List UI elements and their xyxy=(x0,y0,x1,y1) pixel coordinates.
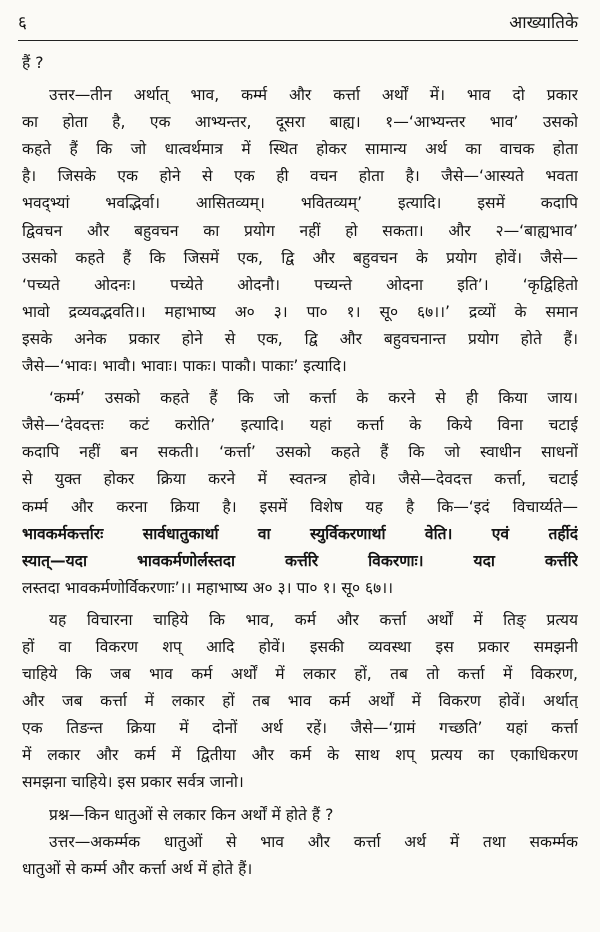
text-line: यह विचारना चाहिये कि भाव, कर्म और कर्त्ता अर्थों में तिङ् प्रत्यय xyxy=(49,610,578,629)
body-text xyxy=(22,50,578,932)
running-title: आख्यातिके xyxy=(509,12,578,33)
text-line: हों वा विकरण शप् आदि होवें। इसकी व्यवस्था इस प्रकार समझनी xyxy=(22,637,578,656)
header-rule xyxy=(18,40,578,41)
text-line: से युक्त होकर क्रिया करने में स्वतन्त्र होवे। जैसे—देवदत्त कर्त्ता, चटाई xyxy=(22,470,578,489)
text-line: उत्तर—तीन अर्थात् भाव, कर्म्म और कर्त्ता अर्थों में। भाव दो प्रकार xyxy=(49,86,578,105)
text-line: ‘कर्म्म’ उसको कहते हैं कि जो कर्त्ता के करने से ही किया जाय। xyxy=(49,389,578,408)
running-header xyxy=(18,6,578,36)
text-line: चाहिये कि जब भाव कर्म अर्थों में लकार हों, तब तो कर्त्ता में विकरण, xyxy=(22,665,578,684)
text-line: जैसे—‘भावः। भावौ। भावाः। पाकः। पाकौ। पाकाः’ इत्यादि। xyxy=(22,357,347,376)
text-line: ‘पच्यते ओदनः। पच्येते ओदनौ। पच्यन्ते ओदना इति’। ‘कृद्विहितो xyxy=(22,275,578,294)
text-line: भावकर्मकर्त्तारः सार्वधातुकार्था वा स्युर्विकरणार्था वेति। एवं तर्हीदं xyxy=(22,524,578,543)
text-line: भवद्भ्यां भवद्भिर्वा। आसितव्यम्। भवितव्यम्’ इत्यादि। इसमें कदापि xyxy=(22,194,578,213)
text-line: धातुओं से कर्म्म और कर्त्ता अर्थ में होते हैं। xyxy=(22,859,253,878)
text-line: कर्म्म और करना क्रिया है। इसमें विशेष यह है कि—‘इदं विचार्य्यते— xyxy=(22,497,578,516)
text-line: प्रश्न—किन धातुओं से लकार किन अर्थों में होते हैं ? xyxy=(49,805,334,824)
text-line: और जब कर्त्ता में लकार हों तब भाव कर्म अर्थों में विकरण होवें। अर्थात् xyxy=(22,692,578,711)
text-line: समझना चाहिये। इस प्रकार सर्वत्र जानो। xyxy=(22,773,244,792)
text-line: उसको कहते हैं कि जिसमें एक, द्वि और बहुवचन के प्रयोग होवें। जैसे— xyxy=(22,248,578,267)
text-line: लस्तदा भावकर्मणोर्विकरणाः’।। महाभाष्य अ० ३। पा० १। सू० ६७।। xyxy=(22,578,394,597)
text-line: द्विवचन और बहुवचन का प्रयोग नहीं हो सकता। और २—‘बाह्यभाव’ xyxy=(22,221,578,240)
text-line: में लकार और कर्म में द्वितीया और कर्म के साथ शप् प्रत्यय का एकाधिकरण xyxy=(22,746,578,765)
text-line: हैं ? xyxy=(22,54,44,72)
page-number: ६ xyxy=(18,12,27,33)
text-line: का होता है, एक आभ्यन्तर, दूसरा बाह्य। १—‘आभ्यन्तर भाव’ उसको xyxy=(22,113,578,132)
text-line: जैसे—‘देवदत्तः कटं करोति’ इत्यादि। यहां कर्त्ता के किये विना चटाई xyxy=(22,416,578,435)
text-line: इसके अनेक प्रकार होने से एक, द्वि और बहुवचनान्त प्रयोग होते हैं। xyxy=(22,329,578,348)
text-line: एक तिङन्त क्रिया में दोनों अर्थ रहें। जैसे—‘ग्रामं गच्छति’ यहां कर्त्ता xyxy=(22,719,578,738)
text-line: कहते हैं कि जो धात्वर्थमात्र में स्थित होकर सामान्य अर्थ का वाचक होता xyxy=(22,140,578,159)
text-line: भावो द्रव्यवद्भवति।। महाभाष्य अ० ३। पा० १। सू० ६७।।’ द्रव्यों के समान xyxy=(22,302,578,321)
text-line: कदापि नहीं बन सकती। ‘कर्त्ता’ उसको कहते हैं कि जो स्वाधीन साधनों xyxy=(22,443,578,462)
text-line: उत्तर—अकर्म्मक धातुओं से भाव और कर्त्ता अर्थ में तथा सकर्म्मक xyxy=(49,832,578,851)
text-line: स्यात्—यदा भावकर्मणोर्लस्तदा कर्त्तरि विकरणाः। यदा कर्त्तरि xyxy=(22,551,578,570)
text-line: है। जिसके एक होने से एक ही वचन होता है। जैसे—‘आस्यते भवता xyxy=(22,167,578,186)
